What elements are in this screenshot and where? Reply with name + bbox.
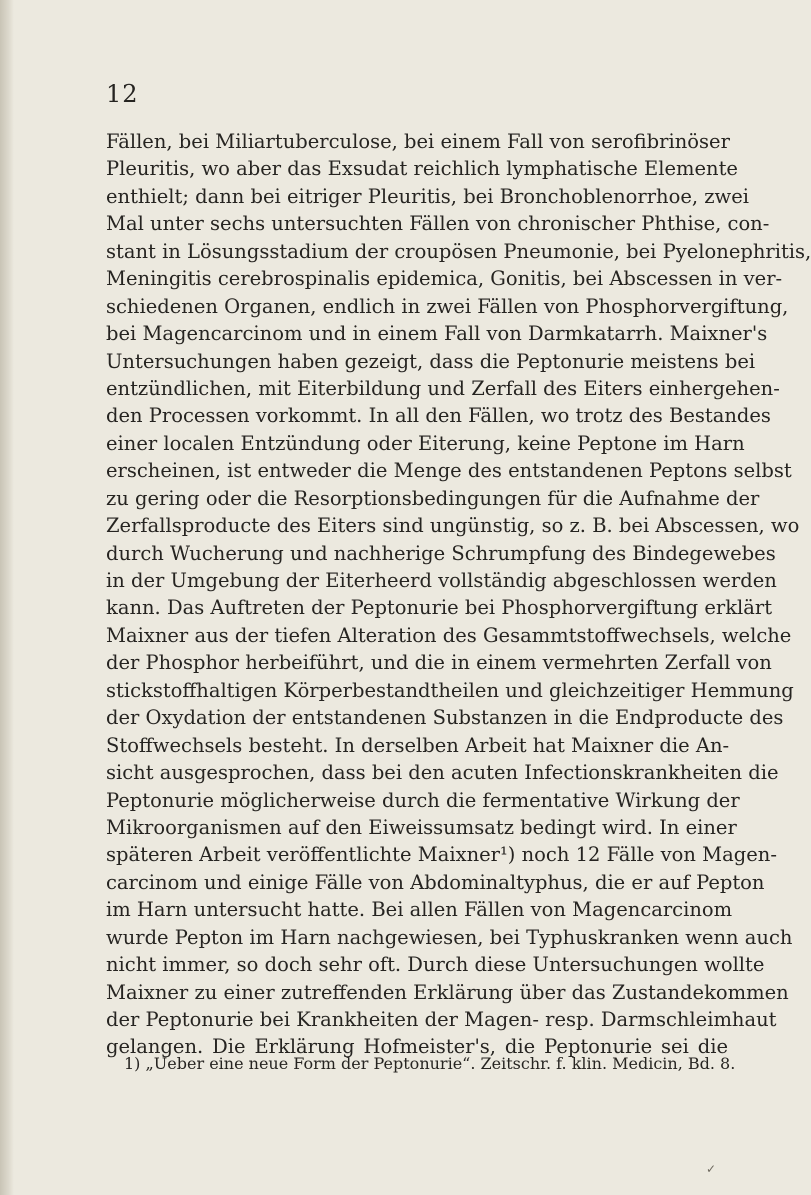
text-line: erscheinen, ist entweder die Menge des entstandenen Peptons selbst	[106, 459, 792, 483]
text-line: Stoffwechsels besteht. In derselben Arbeit hat Maixner die An-	[106, 733, 730, 757]
text-line: stant in Lösungsstadium der croupösen Pneumonie, bei Pyelonephritis,	[106, 239, 811, 263]
text-line: carcinom und einige Fälle von Abdominaltyphus, die er auf Pepton	[106, 870, 765, 894]
text-line: Peptonurie möglicherweise durch die fermentative Wirkung der	[106, 788, 740, 812]
text-line: Zerfallsproducte des Eiters sind ungünstig, so z. B. bei Abscessen, wo	[106, 514, 800, 538]
text-line: der Peptonurie bei Krankheiten der Magen- resp. Darmschleimhaut	[106, 1008, 777, 1031]
text-line: den Processen vorkommt. In all den Fällen, wo trotz des Bestandes	[106, 404, 771, 428]
page-binding-edge	[0, 0, 14, 1195]
text-line: der Oxydation der entstandenen Substanzen in die Endproducte des	[106, 706, 784, 730]
text-line: zu gering oder die Resorptionsbedingungen für die Aufnahme der	[106, 486, 760, 510]
text-line: Maixner zu einer zutreffenden Erklärung über das Zustandekommen	[106, 980, 789, 1004]
text-line: Mikroorganismen auf den Eiweissumsatz bedingt wird. In einer	[106, 815, 737, 839]
footnote	[124, 1053, 736, 1075]
page-number: 12	[106, 80, 139, 108]
text-line: gelangen. Die Erklärung Hofmeister's, die Peptonurie sei die	[106, 1035, 728, 1059]
text-line: Maixner aus der tiefen Alteration des Gesammtstoffwechsels, welche	[106, 623, 792, 647]
text-line: nicht immer, so doch sehr oft. Durch diese Untersuchungen wollte	[106, 953, 765, 977]
text-line: bei Magencarcinom und in einem Fall von Darmkatarrh. Maixner's	[106, 322, 768, 346]
text-line: durch Wucherung und nachherige Schrumpfung des Bindegewebes	[106, 541, 776, 565]
text-line: enthielt; dann bei eitriger Pleuritis, bei Bronchoblenorrhoe, zwei	[106, 184, 750, 208]
text-line: Meningitis cerebrospinalis epidemica, Gonitis, bei Abscessen in ver-	[106, 267, 783, 291]
text-line: Mal unter sechs untersuchten Fällen von chronischer Phthise, con-	[106, 212, 770, 236]
text-line: späteren Arbeit veröffentlichte Maixner¹) noch 12 Fälle von Magen-	[106, 843, 777, 867]
text-line: in der Umgebung der Eiterheerd vollständig abgeschlossen werden	[106, 569, 777, 592]
text-line: im Harn untersucht hatte. Bei allen Fällen von Magencarcinom	[106, 898, 733, 922]
body-text	[106, 128, 811, 1061]
text-line: der Phosphor herbeiführt, und die in einem vermehrten Zerfall von	[106, 651, 772, 675]
text-line: stickstoffhaltigen Körperbestandtheilen und gleichzeitiger Hemmung	[106, 678, 794, 702]
text-line: schiedenen Organen, endlich in zwei Fällen von Phosphorvergiftung,	[106, 294, 789, 318]
text-line: kann. Das Auftreten der Peptonurie bei Phosphorvergiftung erklärt	[106, 596, 773, 620]
text-line: wurde Pepton im Harn nachgewiesen, bei Typhuskranken wenn auch	[106, 925, 793, 949]
footnote-text: „Ueber eine neue Form der Peptonurie“. Zeitschr. f. klin. Medicin, Bd. 8.	[145, 1054, 736, 1073]
text-line: Pleuritis, wo aber das Exsudat reichlich lymphatische Elemente	[106, 157, 738, 181]
text-line: entzündlichen, mit Eiterbildung und Zerfall des Eiters einhergehen-	[106, 376, 780, 400]
pencil-mark: ✓	[706, 1162, 717, 1176]
text-line: einer localen Entzündung oder Eiterung, keine Peptone im Harn	[106, 431, 745, 455]
text-line: sicht ausgesprochen, dass bei den acuten Infectionskrankheiten die	[106, 761, 779, 785]
text-line: Untersuchungen haben gezeigt, dass die Peptonurie meistens bei	[106, 349, 756, 373]
footnote-marker: 1)	[124, 1054, 141, 1073]
text-line: Fällen, bei Miliartuberculose, bei einem Fall von serofibrinöser	[106, 130, 730, 153]
